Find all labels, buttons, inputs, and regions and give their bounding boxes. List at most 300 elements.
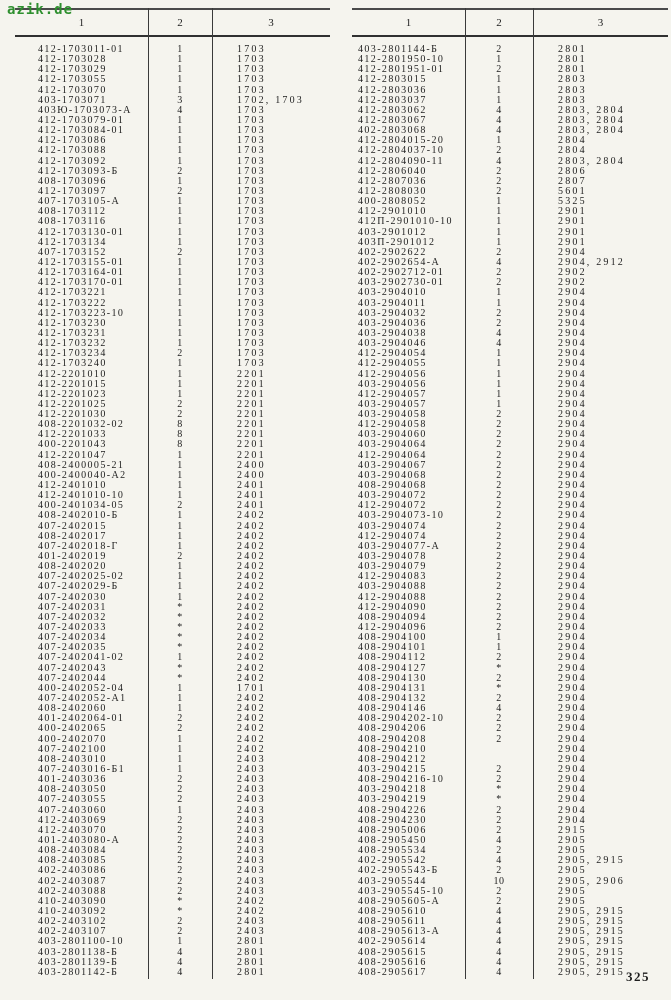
part-number-cell: 402-2803068 bbox=[358, 125, 427, 137]
part-number-cell: 407-2402033 bbox=[38, 622, 107, 634]
quantity-cell: 1 bbox=[177, 307, 183, 319]
quantity-cell: 2 bbox=[177, 885, 183, 897]
group-cell: 1703 bbox=[237, 216, 266, 228]
part-number-cell: 412-1703221 bbox=[38, 287, 107, 299]
part-number-cell: 402-2905542 bbox=[358, 855, 427, 867]
group-cell: 2904 bbox=[558, 804, 587, 816]
part-number-cell: 407-2402025-02 bbox=[38, 571, 125, 583]
group-cell: 2201 bbox=[237, 368, 266, 380]
group-cell: 2402 bbox=[237, 905, 266, 917]
part-number-cell: 407-2402043 bbox=[38, 662, 107, 674]
group-cell: 2904 bbox=[558, 540, 587, 552]
quantity-cell: 8 bbox=[177, 429, 183, 441]
group-cell: 2403 bbox=[237, 926, 266, 938]
part-number-cell: 403-2905544 bbox=[358, 875, 427, 887]
quantity-cell: 2 bbox=[496, 814, 502, 826]
part-number-cell: 412-2803067 bbox=[358, 114, 427, 126]
group-cell: 1703 bbox=[237, 84, 266, 96]
quantity-cell: * bbox=[496, 794, 502, 806]
group-cell: 2904 bbox=[558, 368, 587, 380]
part-number-cell: 412-1703234 bbox=[38, 348, 107, 360]
part-number-cell: 412-1703164-01 bbox=[38, 267, 125, 279]
part-number-cell: 408-2403050 bbox=[38, 784, 107, 796]
quantity-cell: 2 bbox=[496, 165, 502, 177]
quantity-cell: 4 bbox=[496, 834, 502, 846]
group-cell: 2904 bbox=[558, 348, 587, 360]
quantity-cell: 2 bbox=[177, 824, 183, 836]
part-number-cell: 412-2201015 bbox=[38, 378, 107, 390]
part-number-cell: 402-2902622 bbox=[358, 246, 427, 258]
part-number-cell: 412-1703092 bbox=[38, 155, 107, 167]
group-cell: 1702, 1703 bbox=[237, 94, 304, 106]
part-number-cell: 412-2201030 bbox=[38, 409, 107, 421]
part-number-cell: 403-2904011 bbox=[358, 297, 427, 309]
part-number-cell: 412-2201010 bbox=[38, 368, 107, 380]
quantity-cell: 8 bbox=[177, 439, 183, 451]
part-number-cell: 403-2904060 bbox=[358, 429, 427, 441]
quantity-cell: 4 bbox=[496, 155, 502, 167]
part-number-cell: 403-2904079 bbox=[358, 561, 427, 573]
quantity-cell: 2 bbox=[177, 500, 183, 512]
part-number-cell: 412-2401010 bbox=[38, 480, 107, 492]
part-number-cell: 408-2403084 bbox=[38, 845, 107, 857]
quantity-cell: 2 bbox=[496, 652, 502, 664]
quantity-cell: 1 bbox=[177, 581, 183, 593]
quantity-cell: 2 bbox=[496, 439, 502, 451]
quantity-cell: 1 bbox=[177, 459, 183, 471]
group-cell: 1703 bbox=[237, 236, 266, 248]
part-number-cell: 407-2402044 bbox=[38, 672, 107, 684]
part-number-cell: 402-2905614 bbox=[358, 936, 427, 948]
part-number-cell: 402-2905543-Б bbox=[358, 865, 439, 877]
quantity-cell: 4 bbox=[496, 125, 502, 137]
quantity-cell: 4 bbox=[496, 104, 502, 116]
group-cell: 5601 bbox=[558, 185, 587, 197]
quantity-cell: 4 bbox=[496, 114, 502, 126]
part-number-cell: 412-2801951-01 bbox=[358, 64, 445, 76]
quantity-cell: 1 bbox=[177, 125, 183, 137]
table-row bbox=[352, 288, 668, 298]
group-cell: 2904 bbox=[558, 662, 587, 674]
part-number-cell: 408-2904130 bbox=[358, 672, 427, 684]
group-cell: 2905, 2915 bbox=[558, 946, 625, 958]
quantity-cell: 1 bbox=[177, 561, 183, 573]
group-cell: 2804 bbox=[558, 135, 587, 147]
group-cell: 1703 bbox=[237, 196, 266, 208]
part-number-cell: 401-2403080-А bbox=[38, 834, 121, 846]
column-header-group: 3 bbox=[597, 16, 604, 29]
quantity-cell: 1 bbox=[177, 216, 183, 228]
part-number-cell: 412-2904058 bbox=[358, 419, 427, 431]
group-cell: 2402 bbox=[237, 581, 266, 593]
quantity-cell: 4 bbox=[496, 946, 502, 958]
quantity-cell: * bbox=[177, 905, 183, 917]
group-cell: 2901 bbox=[558, 226, 587, 238]
group-cell: 2201 bbox=[237, 378, 266, 390]
group-cell: 1703 bbox=[237, 287, 266, 299]
part-number-cell: 408-2905617 bbox=[358, 966, 427, 978]
group-cell: 2904 bbox=[558, 459, 587, 471]
group-cell: 2402 bbox=[237, 713, 266, 725]
group-cell: 1703 bbox=[237, 358, 266, 370]
part-number-cell: 408-2905450 bbox=[358, 834, 427, 846]
group-cell: 2801 bbox=[237, 936, 266, 948]
group-cell: 2904 bbox=[558, 672, 587, 684]
group-cell: 2806 bbox=[558, 165, 587, 177]
quantity-cell: 2 bbox=[496, 530, 502, 542]
quantity-cell: 1 bbox=[177, 449, 183, 461]
part-number-cell: 408-2904146 bbox=[358, 703, 427, 715]
group-cell: 2904 bbox=[558, 763, 587, 775]
quantity-cell: 2 bbox=[496, 317, 502, 329]
part-number-cell: 412П-2901010-10 bbox=[358, 216, 453, 228]
group-cell: 2801 bbox=[558, 54, 587, 66]
quantity-cell: 2 bbox=[496, 185, 502, 197]
part-number-cell: 407-2402030 bbox=[38, 591, 107, 603]
part-number-cell: 412-1703170-01 bbox=[38, 277, 125, 289]
part-number-cell: 408-2905534 bbox=[358, 845, 427, 857]
quantity-cell: 1 bbox=[177, 571, 183, 583]
group-cell: 2904 bbox=[558, 388, 587, 400]
quantity-cell: 4 bbox=[496, 966, 502, 978]
quantity-cell: 2 bbox=[177, 845, 183, 857]
quantity-cell: 1 bbox=[177, 155, 183, 167]
quantity-cell: 2 bbox=[496, 469, 502, 481]
column-header-part-number: 1 bbox=[78, 16, 85, 29]
quantity-cell: 2 bbox=[496, 845, 502, 857]
part-number-cell: 412-2904056 bbox=[358, 368, 427, 380]
part-number-cell: 407-2402041-02 bbox=[38, 652, 125, 664]
group-cell: 2904 bbox=[558, 297, 587, 309]
quantity-cell: 1 bbox=[177, 368, 183, 380]
part-number-cell: 400-2402070 bbox=[38, 733, 107, 745]
group-cell: 1703 bbox=[237, 317, 266, 329]
quantity-cell: 4 bbox=[496, 855, 502, 867]
part-number-cell: 408-2905605-А bbox=[358, 895, 441, 907]
quantity-cell: 2 bbox=[177, 916, 183, 928]
quantity-cell: 1 bbox=[177, 44, 183, 55]
part-number-cell: 408-2400005-21 bbox=[38, 459, 125, 471]
group-cell: 2402 bbox=[237, 530, 266, 542]
group-cell: 2201 bbox=[237, 419, 266, 431]
part-number-cell: 407-2402015 bbox=[38, 520, 107, 532]
group-cell: 2904 bbox=[558, 500, 587, 512]
part-number-cell: 403-2904088 bbox=[358, 581, 427, 593]
group-cell: 2905 bbox=[558, 895, 587, 907]
quantity-cell: 8 bbox=[177, 419, 183, 431]
group-cell: 2402 bbox=[237, 601, 266, 613]
part-number-cell: 402-2403102 bbox=[38, 916, 107, 928]
table-row bbox=[352, 968, 668, 978]
quantity-cell: 1 bbox=[496, 196, 502, 208]
part-number-cell: 408-1703096 bbox=[38, 175, 107, 187]
group-cell: 2803 bbox=[558, 84, 587, 96]
group-cell: 2803, 2804 bbox=[558, 114, 625, 126]
part-number-cell: 408-2904112 bbox=[358, 652, 427, 664]
group-cell: 1703 bbox=[237, 338, 266, 350]
group-cell: 2915 bbox=[558, 824, 587, 836]
quantity-cell: 1 bbox=[177, 490, 183, 502]
quantity-cell: 1 bbox=[496, 358, 502, 370]
group-cell: 2904 bbox=[558, 642, 587, 654]
quantity-cell: 2 bbox=[496, 490, 502, 502]
group-cell: 2904 bbox=[558, 338, 587, 350]
quantity-cell: 1 bbox=[496, 388, 502, 400]
part-number-cell: 403-2902730-01 bbox=[358, 277, 445, 289]
quantity-cell: 2 bbox=[496, 540, 502, 552]
quantity-cell: 2 bbox=[496, 64, 502, 76]
group-cell: 1703 bbox=[237, 155, 266, 167]
part-number-cell: 412-1703134 bbox=[38, 236, 107, 248]
quantity-cell: 2 bbox=[496, 591, 502, 603]
group-cell: 2904 bbox=[558, 703, 587, 715]
table-row bbox=[15, 288, 330, 298]
group-cell: 2803 bbox=[558, 74, 587, 86]
part-number-cell: 403-2904074 bbox=[358, 520, 427, 532]
part-number-cell: 403-2904215 bbox=[358, 763, 427, 775]
part-number-cell: 412-1703088 bbox=[38, 145, 107, 157]
group-cell: 2904 bbox=[558, 611, 587, 623]
quantity-cell: 2 bbox=[177, 865, 183, 877]
group-cell: 2401 bbox=[237, 500, 266, 512]
table-row bbox=[352, 359, 668, 369]
group-cell: 2803, 2804 bbox=[558, 104, 625, 116]
part-number-cell: 401-2402064-01 bbox=[38, 713, 125, 725]
group-cell: 2904 bbox=[558, 753, 587, 765]
quantity-cell: 1 bbox=[177, 84, 183, 96]
group-cell: 2402 bbox=[237, 561, 266, 573]
quantity-cell: 2 bbox=[496, 611, 502, 623]
quantity-cell: 1 bbox=[177, 510, 183, 522]
quantity-cell: * bbox=[177, 642, 183, 654]
quantity-cell: 1 bbox=[177, 358, 183, 370]
quantity-cell: 2 bbox=[496, 885, 502, 897]
quantity-cell: 1 bbox=[177, 317, 183, 329]
quantity-cell: 1 bbox=[496, 348, 502, 360]
group-cell: 2904 bbox=[558, 530, 587, 542]
group-cell: 2201 bbox=[237, 409, 266, 421]
quantity-cell: 1 bbox=[496, 398, 502, 410]
group-cell: 2803, 2804 bbox=[558, 155, 625, 167]
part-number-cell: 402-2902654-А bbox=[358, 256, 441, 268]
part-number-cell: 412-2904096 bbox=[358, 622, 427, 634]
quantity-cell: 1 bbox=[177, 936, 183, 948]
part-number-cell: 408-2904101 bbox=[358, 642, 427, 654]
quantity-cell: 1 bbox=[177, 733, 183, 745]
group-cell: 2904 bbox=[558, 469, 587, 481]
quantity-cell: * bbox=[177, 672, 183, 684]
group-cell: 2403 bbox=[237, 774, 266, 786]
part-number-cell: 412-2904090 bbox=[358, 601, 427, 613]
quantity-cell: 2 bbox=[496, 500, 502, 512]
quantity-cell: 2 bbox=[496, 409, 502, 421]
column-header-quantity: 2 bbox=[177, 16, 183, 29]
part-number-cell: 403-2904036 bbox=[358, 317, 427, 329]
part-number-cell: 407-2402034 bbox=[38, 632, 107, 644]
part-number-cell: 412-2803062 bbox=[358, 104, 427, 116]
quantity-cell: 2 bbox=[177, 713, 183, 725]
group-cell: 2402 bbox=[237, 895, 266, 907]
group-cell: 2403 bbox=[237, 916, 266, 928]
group-cell: 2803 bbox=[558, 94, 587, 106]
quantity-cell: 2 bbox=[496, 307, 502, 319]
part-number-cell: 401-2402019 bbox=[38, 551, 107, 563]
part-number-cell: 407-2402100 bbox=[38, 743, 107, 755]
quantity-cell: 1 bbox=[177, 480, 183, 492]
part-number-cell: 412-2807036 bbox=[358, 175, 427, 187]
quantity-cell: 1 bbox=[177, 145, 183, 157]
group-cell: 2905 bbox=[558, 865, 587, 877]
group-cell: 2801 bbox=[237, 946, 266, 958]
part-number-cell: 412-1703079-01 bbox=[38, 114, 125, 126]
quantity-cell: 1 bbox=[177, 338, 183, 350]
page-number: 325 bbox=[626, 969, 650, 984]
quantity-cell: 2 bbox=[496, 895, 502, 907]
table-row bbox=[15, 968, 330, 978]
part-number-cell: 408-2904131 bbox=[358, 682, 427, 694]
part-number-cell: 412-1703011-01 bbox=[38, 44, 124, 55]
group-cell: 2804 bbox=[558, 145, 587, 157]
group-cell: 2402 bbox=[237, 642, 266, 654]
part-number-cell: 408-2904100 bbox=[358, 632, 427, 644]
part-number-cell: 412-2803037 bbox=[358, 94, 427, 106]
group-cell: 2905 bbox=[558, 834, 587, 846]
part-number-cell: 403-2904077-А bbox=[358, 540, 441, 552]
group-cell: 2904 bbox=[558, 733, 587, 745]
group-cell: 2801 bbox=[558, 64, 587, 76]
quantity-cell: 4 bbox=[496, 256, 502, 268]
quantity-cell: 1 bbox=[496, 632, 502, 644]
group-cell: 1703 bbox=[237, 44, 266, 55]
quantity-cell: 2 bbox=[496, 449, 502, 461]
group-cell: 2403 bbox=[237, 865, 266, 877]
quantity-cell: 2 bbox=[177, 165, 183, 177]
quantity-cell: * bbox=[177, 622, 183, 634]
group-cell: 1703 bbox=[237, 206, 266, 218]
part-number-cell: 412-2904064 bbox=[358, 449, 427, 461]
part-number-cell: 408-1703116 bbox=[38, 216, 107, 228]
group-cell: 1703 bbox=[237, 277, 266, 289]
part-number-cell: 403-2904032 bbox=[358, 307, 427, 319]
group-cell: 2904 bbox=[558, 398, 587, 410]
quantity-cell: 2 bbox=[177, 926, 183, 938]
quantity-cell: 4 bbox=[496, 926, 502, 938]
part-number-cell: 412-1703230 bbox=[38, 317, 107, 329]
group-cell: 2403 bbox=[237, 784, 266, 796]
quantity-cell: 2 bbox=[496, 510, 502, 522]
group-cell: 2904 bbox=[558, 317, 587, 329]
quantity-cell: 1 bbox=[496, 54, 502, 66]
group-cell: 2402 bbox=[237, 652, 266, 664]
quantity-cell: 4 bbox=[496, 703, 502, 715]
part-number-cell: 412-2801950-10 bbox=[358, 54, 445, 66]
quantity-cell: 3 bbox=[177, 94, 183, 106]
quantity-cell: * bbox=[177, 895, 183, 907]
part-number-cell: 408-2905611 bbox=[358, 916, 427, 928]
quantity-cell: 1 bbox=[177, 703, 183, 715]
part-number-cell: 403-2801100-10 bbox=[38, 936, 124, 948]
quantity-cell: 2 bbox=[496, 145, 502, 157]
quantity-cell: 1 bbox=[177, 267, 183, 279]
quantity-cell: 4 bbox=[496, 956, 502, 968]
part-number-cell: 412-2804015-20 bbox=[358, 135, 445, 147]
group-cell: 1703 bbox=[237, 327, 266, 339]
part-number-cell: 402-2403107 bbox=[38, 926, 107, 938]
part-number-cell: 412-1703232 bbox=[38, 338, 107, 350]
group-cell: 5325 bbox=[558, 196, 587, 208]
part-number-cell: 407-2403016-Б1 bbox=[38, 763, 126, 775]
group-cell: 1703 bbox=[237, 267, 266, 279]
group-cell: 2401 bbox=[237, 480, 266, 492]
part-number-cell: 400-2402052-04 bbox=[38, 682, 125, 694]
quantity-cell: 1 bbox=[177, 226, 183, 238]
part-number-cell: 403Ю-1703073-А bbox=[38, 104, 132, 116]
group-cell: 2402 bbox=[237, 693, 266, 704]
quantity-cell: 1 bbox=[496, 94, 502, 106]
part-number-cell: 408-2402060 bbox=[38, 703, 107, 715]
quantity-cell: 2 bbox=[496, 520, 502, 532]
group-cell: 2902 bbox=[558, 267, 587, 279]
group-cell: 2402 bbox=[237, 540, 266, 552]
part-number-cell: 412-1703155-01 bbox=[38, 256, 125, 268]
part-number-cell: 412-1703029 bbox=[38, 64, 107, 76]
quantity-cell: 2 bbox=[496, 601, 502, 613]
quantity-cell: 10 bbox=[493, 875, 505, 887]
group-cell: 1703 bbox=[237, 54, 266, 66]
quantity-cell: 4 bbox=[496, 338, 502, 350]
group-cell: 2403 bbox=[237, 875, 266, 887]
group-cell: 1703 bbox=[237, 145, 266, 157]
quantity-cell: 2 bbox=[177, 185, 183, 197]
group-cell: 2403 bbox=[237, 804, 266, 816]
quantity-cell: 4 bbox=[496, 916, 502, 928]
quantity-cell: 2 bbox=[177, 398, 183, 410]
part-number-cell: 403-2904064 bbox=[358, 439, 427, 451]
part-number-cell: 412-1703222 bbox=[38, 297, 107, 309]
part-number-cell: 412-2403070 bbox=[38, 824, 107, 836]
quantity-cell: 4 bbox=[177, 104, 183, 116]
quantity-cell: * bbox=[496, 682, 502, 694]
group-cell: 2905, 2906 bbox=[558, 875, 625, 887]
group-cell: 2904 bbox=[558, 378, 587, 390]
quantity-cell: 4 bbox=[496, 905, 502, 917]
part-number-cell: 412-1703093-Б bbox=[38, 165, 119, 177]
column-header-part-number: 1 bbox=[405, 16, 412, 29]
part-number-cell: 408-2904132 bbox=[358, 693, 427, 704]
table-row bbox=[15, 937, 330, 947]
group-cell: 2403 bbox=[237, 824, 266, 836]
group-cell: 2902 bbox=[558, 277, 587, 289]
part-number-cell: 407-2402031 bbox=[38, 601, 107, 613]
part-number-cell: 408-2904226 bbox=[358, 804, 427, 816]
group-cell: 2905, 2915 bbox=[558, 855, 625, 867]
quantity-cell: * bbox=[177, 632, 183, 644]
group-cell: 2403 bbox=[237, 753, 266, 765]
group-cell: 2904 bbox=[558, 551, 587, 563]
group-cell: 2803, 2804 bbox=[558, 125, 625, 137]
quantity-cell: 2 bbox=[177, 723, 183, 735]
part-number-cell: 412-1703223-10 bbox=[38, 307, 125, 319]
quantity-cell: 1 bbox=[177, 763, 183, 775]
part-number-cell: 410-2403090 bbox=[38, 895, 107, 907]
group-cell: 2904 bbox=[558, 652, 587, 664]
part-number-cell: 408-2904127 bbox=[358, 662, 427, 674]
part-number-cell: 403-2904073-10 bbox=[358, 510, 445, 522]
part-number-cell: 403-2904046 bbox=[358, 338, 427, 350]
group-cell: 2904 bbox=[558, 358, 587, 370]
part-number-cell: 408-2402017 bbox=[38, 530, 107, 542]
group-cell: 1703 bbox=[237, 348, 266, 360]
